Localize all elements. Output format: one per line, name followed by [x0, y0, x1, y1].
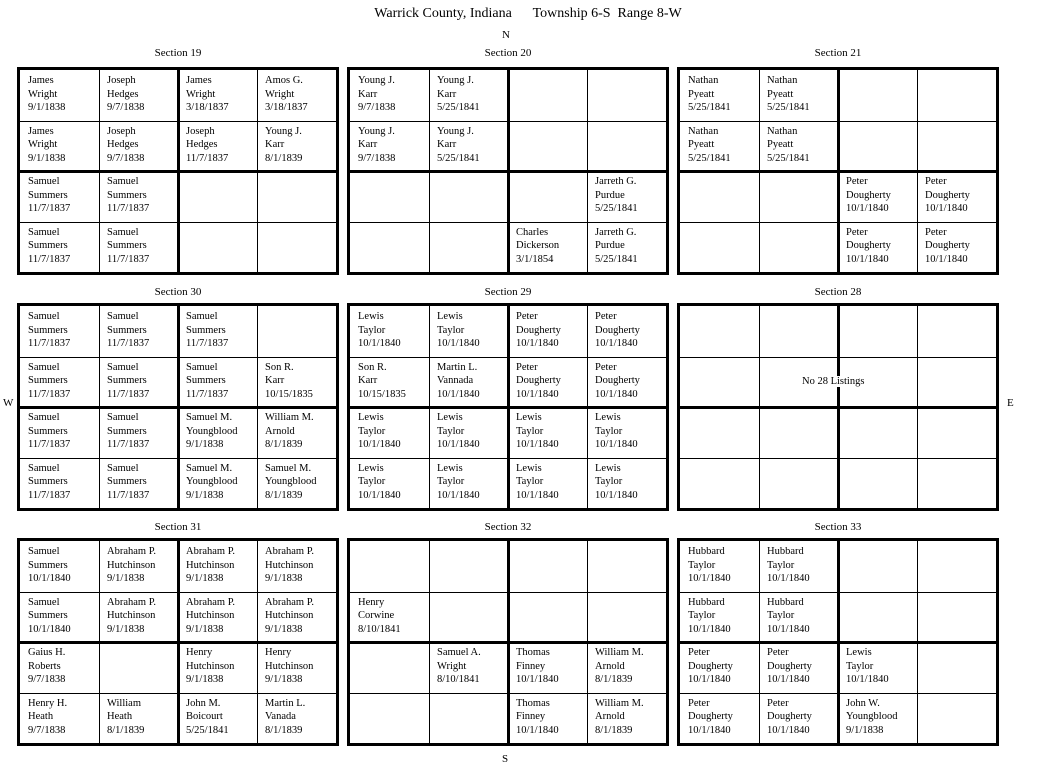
- land-entry: [516, 125, 594, 175]
- land-entry: [358, 545, 436, 595]
- land-entry: Nathan Pyeatt 5/25/1841: [688, 75, 731, 113]
- compass-east: E: [1007, 397, 1014, 409]
- land-entry: Samuel Summers 11/7/1837: [28, 412, 71, 450]
- land-entry: Peter Dougherty 10/1/1840: [516, 361, 561, 400]
- land-entry: Samuel Summers 11/7/1837: [28, 226, 71, 265]
- land-entry: Samuel Summers 11/7/1837: [186, 361, 229, 400]
- land-entry: Samuel Summers 11/7/1837: [107, 412, 150, 450]
- section-label: Section 33: [814, 521, 862, 533]
- land-entry: [688, 226, 766, 276]
- land-entry: [265, 175, 343, 225]
- section-grid: [677, 67, 999, 275]
- land-entry: Son R. Karr 10/15/1835: [358, 361, 406, 400]
- land-entry: [595, 596, 673, 646]
- land-entry: James Wright 9/1/1838: [28, 125, 66, 164]
- land-entry: Abraham P. Hutchinson 9/1/1838: [107, 546, 156, 584]
- land-entry: Samuel Summers 11/7/1837: [28, 176, 71, 214]
- land-entry: [688, 411, 766, 461]
- land-entry: Samuel Summers 11/7/1837: [107, 226, 150, 265]
- land-entry: Son R. Karr 10/15/1835: [265, 361, 313, 400]
- land-entry: [265, 310, 343, 360]
- land-entry: Samuel Summers 11/7/1837: [107, 311, 150, 349]
- land-entry: Lewis Taylor 10/1/1840: [595, 412, 638, 450]
- land-entry: [358, 697, 436, 747]
- land-entry: Peter Dougherty 10/1/1840: [688, 647, 733, 685]
- land-entry: [688, 310, 766, 360]
- land-entry: Lewis Taylor 10/1/1840: [358, 311, 401, 349]
- land-entry: Abraham P. Hutchinson 9/1/1838: [107, 596, 156, 635]
- land-entry: [595, 125, 673, 175]
- land-entry: Samuel Summers 11/7/1837: [28, 462, 71, 501]
- land-entry: Hubbard Taylor 10/1/1840: [767, 596, 810, 635]
- land-entry: [925, 596, 1003, 646]
- land-entry: [358, 175, 436, 225]
- land-entry: John M. Boicourt 5/25/1841: [186, 697, 229, 736]
- land-entry: Samuel M. Youngblood 8/1/1839: [265, 462, 317, 501]
- land-entry: Jarreth G. Purdue 5/25/1841: [595, 176, 638, 214]
- section-grid: [347, 538, 669, 746]
- land-entry: Amos G. Wright 3/18/1837: [265, 75, 308, 113]
- land-entry: James Wright 9/1/1838: [28, 75, 66, 113]
- land-entry: [516, 74, 594, 124]
- section-label: Section 21: [814, 47, 862, 59]
- land-entry: [265, 226, 343, 276]
- land-entry: Peter Dougherty 10/1/1840: [516, 311, 561, 349]
- land-entry: Samuel Summers 10/1/1840: [28, 546, 71, 584]
- section-label: Section 32: [484, 521, 532, 533]
- land-entry: [358, 226, 436, 276]
- land-entry: Nathan Pyeatt 5/25/1841: [688, 125, 731, 164]
- land-entry: Hubbard Taylor 10/1/1840: [767, 546, 810, 584]
- land-entry: Lewis Taylor 10/1/1840: [516, 412, 559, 450]
- land-entry: William M. Arnold 8/1/1839: [595, 697, 644, 736]
- land-entry: Henry H. Heath 9/7/1838: [28, 697, 68, 736]
- section-grid: [17, 538, 339, 746]
- land-entry: Lewis Taylor 10/1/1840: [437, 311, 480, 349]
- land-entry: Young J. Karr 5/25/1841: [437, 125, 480, 164]
- land-entry: [437, 226, 515, 276]
- land-entry: [767, 226, 845, 276]
- compass-west: W: [3, 397, 14, 409]
- compass-north: N: [502, 29, 510, 41]
- section-grid: [17, 67, 339, 275]
- land-entry: [925, 697, 1003, 747]
- land-entry: Samuel Summers 11/7/1837: [107, 361, 150, 400]
- land-entry: [846, 411, 924, 461]
- land-entry: Samuel Summers 11/7/1837: [28, 311, 71, 349]
- land-entry: Hubbard Taylor 10/1/1840: [688, 596, 731, 635]
- land-entry: Samuel Summers 11/7/1837: [107, 176, 150, 214]
- land-entry: Nathan Pyeatt 5/25/1841: [767, 75, 810, 113]
- no-listings-note: No 28 Listings: [802, 376, 865, 387]
- land-entry: Henry Corwine 8/10/1841: [358, 596, 401, 635]
- land-entry: [516, 175, 594, 225]
- land-entry: [516, 596, 594, 646]
- section-grid: [677, 303, 999, 511]
- land-entry: Abraham P. Hutchinson 9/1/1838: [186, 546, 235, 584]
- land-entry: Martin L. Vannada 10/1/1840: [437, 361, 480, 400]
- land-entry: [846, 462, 924, 512]
- land-entry: William M. Arnold 8/1/1839: [265, 412, 314, 450]
- land-entry: Charles Dickerson 3/1/1854: [516, 226, 560, 265]
- land-entry: [846, 596, 924, 646]
- land-entry: [767, 175, 845, 225]
- land-entry: Peter Dougherty 10/1/1840: [925, 176, 970, 214]
- section-grid: [677, 538, 999, 746]
- land-entry: Abraham P. Hutchinson 9/1/1838: [265, 596, 314, 635]
- land-entry: Peter Dougherty 10/1/1840: [767, 647, 812, 685]
- section-label: Section 19: [154, 47, 202, 59]
- land-entry: [767, 310, 845, 360]
- land-entry: Thomas Finney 10/1/1840: [516, 697, 559, 736]
- land-entry: [595, 74, 673, 124]
- land-entry: [437, 697, 515, 747]
- land-entry: [437, 596, 515, 646]
- land-entry: Joseph Hedges 9/7/1838: [107, 75, 145, 113]
- land-entry: Lewis Taylor 10/1/1840: [358, 412, 401, 450]
- land-entry: [688, 175, 766, 225]
- land-entry: [925, 646, 1003, 696]
- land-entry: James Wright 3/18/1837: [186, 75, 229, 113]
- land-entry: [846, 125, 924, 175]
- land-entry: [767, 462, 845, 512]
- section-grid: [347, 67, 669, 275]
- land-entry: Thomas Finney 10/1/1840: [516, 647, 559, 685]
- land-entry: Lewis Taylor 10/1/1840: [846, 647, 889, 685]
- land-entry: Henry Hutchinson 9/1/1838: [186, 647, 235, 685]
- land-entry: Samuel Summers 10/1/1840: [28, 596, 71, 635]
- land-entry: Young J. Karr 9/7/1838: [358, 75, 396, 113]
- land-entry: Peter Dougherty 10/1/1840: [688, 697, 733, 736]
- land-entry: [516, 545, 594, 595]
- land-entry: Samuel M. Youngblood 9/1/1838: [186, 412, 238, 450]
- section-label: Section 29: [484, 286, 532, 298]
- land-entry: [595, 545, 673, 595]
- land-entry: [925, 74, 1003, 124]
- land-entry: Samuel Summers 11/7/1837: [107, 462, 150, 501]
- land-entry: Joseph Hedges 9/7/1838: [107, 125, 145, 164]
- land-entry: [925, 125, 1003, 175]
- land-entry: [846, 310, 924, 360]
- land-entry: Lewis Taylor 10/1/1840: [437, 412, 480, 450]
- compass-south: S: [502, 753, 509, 765]
- land-entry: Young J. Karr 9/7/1838: [358, 125, 396, 164]
- land-entry: Samuel M. Youngblood 9/1/1838: [186, 462, 238, 501]
- land-entry: [437, 175, 515, 225]
- land-entry: [846, 545, 924, 595]
- land-entry: Joseph Hedges 11/7/1837: [186, 125, 229, 164]
- land-entry: Peter Dougherty 10/1/1840: [846, 176, 891, 214]
- land-entry: Peter Dougherty 10/1/1840: [595, 361, 640, 400]
- land-entry: Lewis Taylor 10/1/1840: [516, 462, 559, 501]
- land-entry: Lewis Taylor 10/1/1840: [358, 462, 401, 501]
- land-entry: Peter Dougherty 10/1/1840: [595, 311, 640, 349]
- land-entry: [925, 462, 1003, 512]
- land-entry: [186, 226, 264, 276]
- land-entry: Samuel Summers 11/7/1837: [28, 361, 71, 400]
- land-entry: [437, 545, 515, 595]
- land-entry: Peter Dougherty 10/1/1840: [767, 697, 812, 736]
- land-entry: [925, 411, 1003, 461]
- section-label: Section 30: [154, 286, 202, 298]
- land-entry: Abraham P. Hutchinson 9/1/1838: [186, 596, 235, 635]
- land-entry: Nathan Pyeatt 5/25/1841: [767, 125, 810, 164]
- land-entry: Young J. Karr 5/25/1841: [437, 75, 480, 113]
- land-entry: William M. Arnold 8/1/1839: [595, 647, 644, 685]
- land-entry: [358, 646, 436, 696]
- land-entry: Samuel A. Wright 8/10/1841: [437, 647, 481, 685]
- land-entry: [846, 74, 924, 124]
- land-entry: [688, 462, 766, 512]
- section-label: Section 31: [154, 521, 202, 533]
- land-entry: Young J. Karr 8/1/1839: [265, 125, 303, 164]
- land-entry: [925, 361, 1003, 411]
- land-entry: [688, 361, 766, 411]
- land-entry: Henry Hutchinson 9/1/1838: [265, 647, 314, 685]
- section-label: Section 28: [814, 286, 862, 298]
- land-entry: Hubbard Taylor 10/1/1840: [688, 546, 731, 584]
- land-entry: [107, 646, 185, 696]
- section-grid: [347, 303, 669, 511]
- land-entry: Martin L. Vanada 8/1/1839: [265, 697, 306, 736]
- section-grid: [17, 303, 339, 511]
- section-label: Section 20: [484, 47, 532, 59]
- land-entry: William Heath 8/1/1839: [107, 697, 145, 736]
- land-entry: Samuel Summers 11/7/1837: [186, 311, 229, 349]
- land-entry: Gaius H. Roberts 9/7/1838: [28, 647, 66, 685]
- land-entry: John W. Youngblood 9/1/1838: [846, 697, 898, 736]
- land-entry: [767, 411, 845, 461]
- land-entry: [925, 310, 1003, 360]
- land-entry: Jarreth G. Purdue 5/25/1841: [595, 226, 638, 265]
- land-entry: [186, 175, 264, 225]
- land-entry: Peter Dougherty 10/1/1840: [846, 226, 891, 265]
- land-entry: Lewis Taylor 10/1/1840: [595, 462, 638, 501]
- page-title: Warrick County, Indiana Township 6-S Range 8-W: [374, 6, 682, 21]
- land-entry: Lewis Taylor 10/1/1840: [437, 462, 480, 501]
- land-entry: Peter Dougherty 10/1/1840: [925, 226, 970, 265]
- land-entry: Abraham P. Hutchinson 9/1/1838: [265, 546, 314, 584]
- land-entry: [925, 545, 1003, 595]
